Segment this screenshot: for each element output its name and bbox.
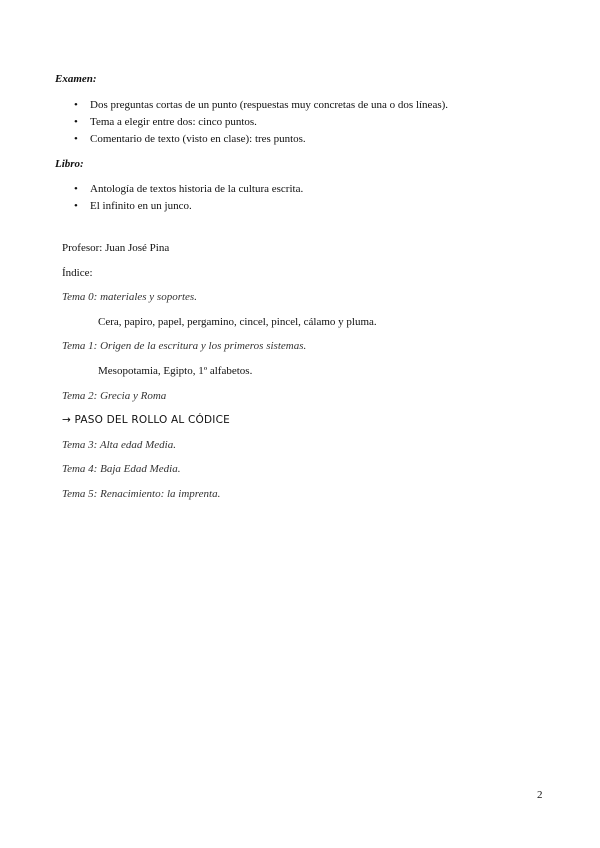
list-item-text: El infinito en un junco. (90, 200, 192, 212)
exam-list (72, 97, 448, 148)
bullet-icon: • (74, 183, 78, 195)
list-item-text: Tema a elegir entre dos: cinco puntos. (90, 116, 257, 128)
index-label: Índice: (62, 267, 93, 279)
topic-tema-0: Tema 0: materiales y soportes. (62, 291, 197, 303)
list-item-text: Comentario de texto (visto en clase): tres puntos. (90, 133, 306, 145)
list-item (72, 114, 448, 131)
list-item (72, 198, 303, 215)
list-item (72, 97, 448, 114)
exam-heading: Examen: (55, 73, 97, 85)
list-item-text: Antología de textos historia de la cultura escrita. (90, 183, 304, 195)
list-item-text: Dos preguntas cortas de un punto (respuestas muy concretas de una o dos líneas). (90, 99, 449, 111)
list-item (72, 181, 303, 198)
topic-tema-1-detail: Mesopotamia, Egipto, 1º alfabetos. (98, 365, 253, 377)
transition-line: → PASO DEL ROLLO AL CÓDICE (62, 414, 230, 426)
book-heading: Libro: (55, 158, 84, 170)
list-item (72, 131, 448, 148)
topic-tema-4: Tema 4: Baja Edad Media. (62, 463, 181, 475)
topic-tema-5: Tema 5: Renacimiento: la imprenta. (62, 488, 221, 500)
topic-tema-3: Tema 3: Alta edad Media. (62, 439, 176, 451)
professor-line: Profesor: Juan José Pina (62, 242, 170, 254)
bullet-icon: • (74, 133, 78, 145)
bullet-icon: • (74, 99, 78, 111)
topic-tema-1: Tema 1: Origen de la escritura y los primeros sistemas. (62, 340, 307, 352)
bullet-icon: • (74, 116, 78, 128)
bullet-icon: • (74, 200, 78, 212)
topic-tema-0-detail: Cera, papiro, papel, pergamino, cincel, pincel, cálamo y pluma. (98, 316, 377, 328)
page-number: 2 (537, 789, 543, 801)
topic-tema-2: Tema 2: Grecia y Roma (62, 390, 167, 402)
book-list (72, 181, 303, 215)
